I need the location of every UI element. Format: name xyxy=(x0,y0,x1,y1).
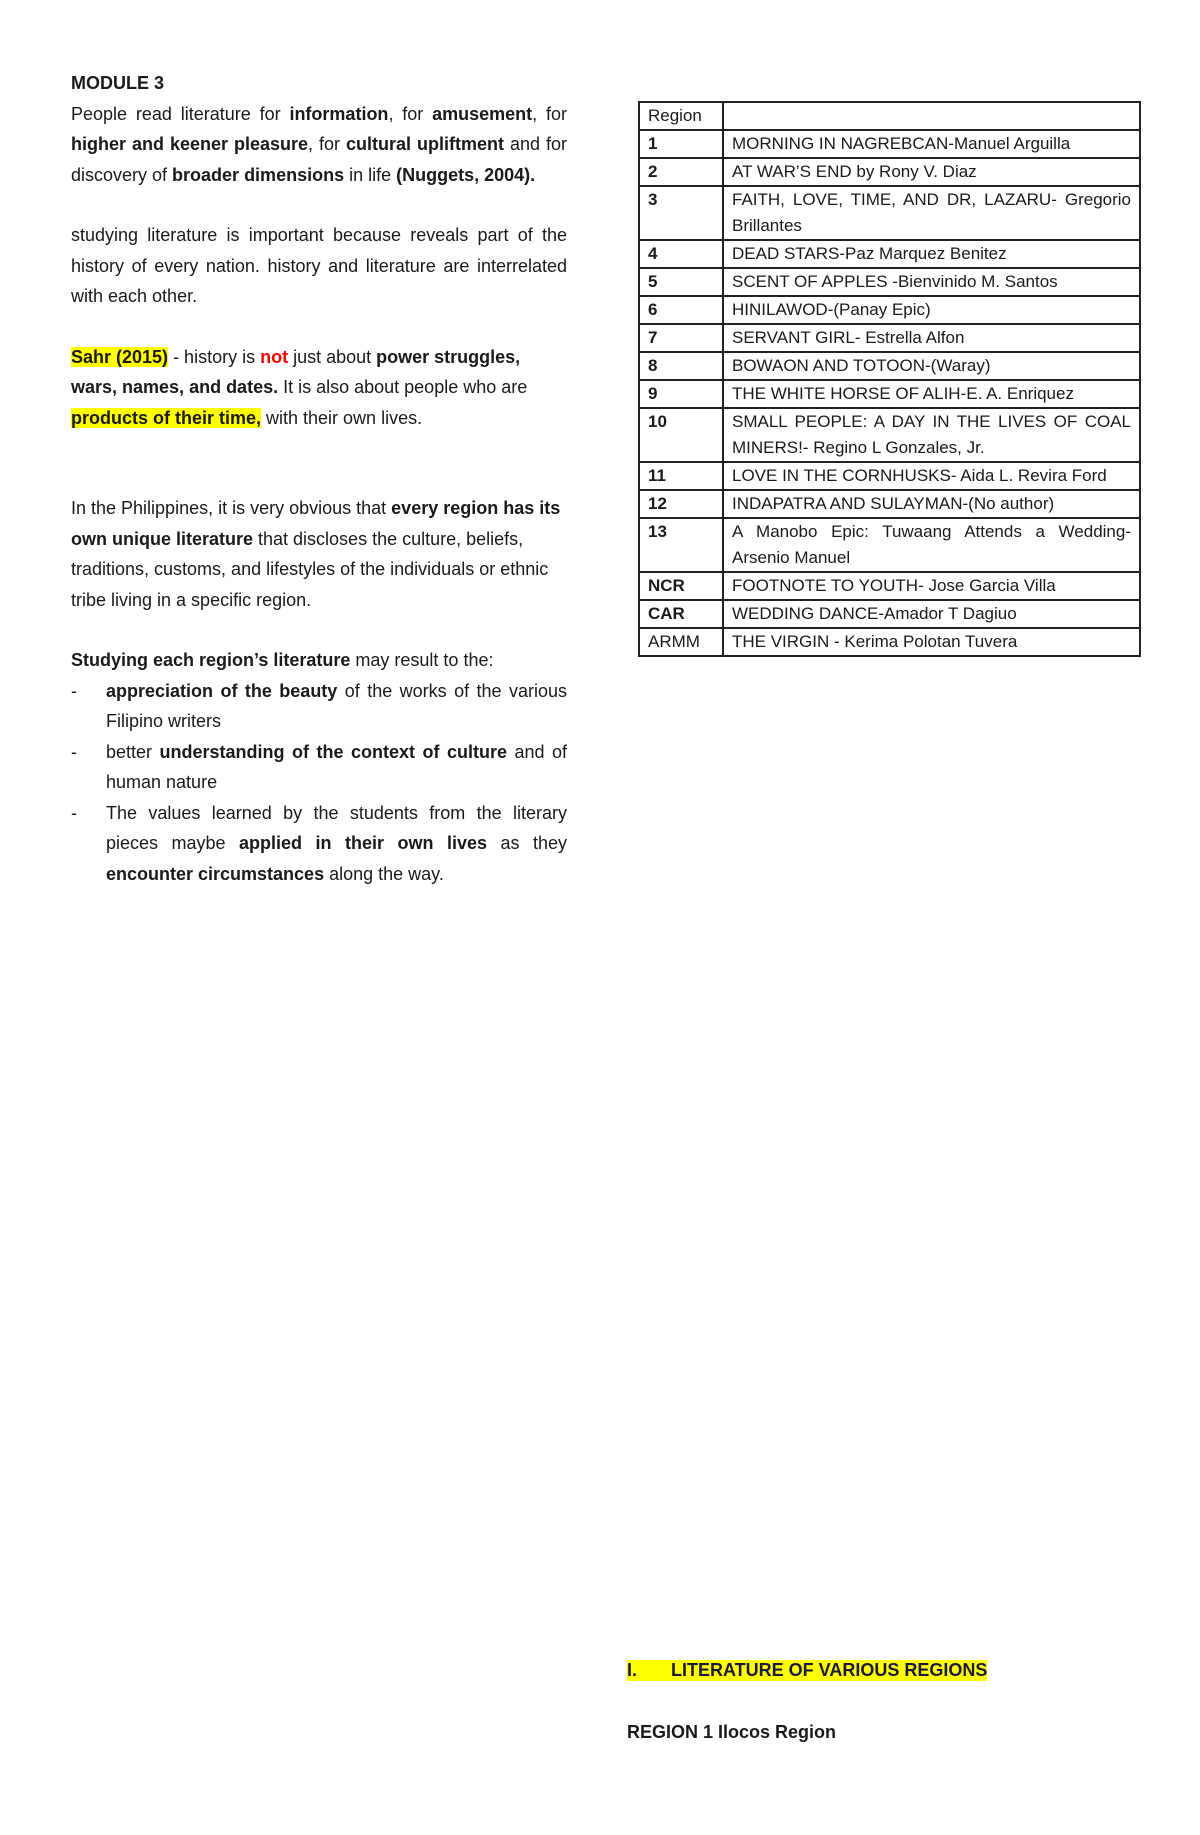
literature-cell: HINILAWOD-(Panay Epic) xyxy=(723,296,1140,324)
table-row xyxy=(639,408,1140,462)
benefits-list xyxy=(71,676,567,890)
benefit-text: as they xyxy=(487,833,567,853)
region-heading: REGION 1 Ilocos Region xyxy=(627,1722,837,1742)
philippines-paragraph xyxy=(71,493,567,615)
region-cell: NCR xyxy=(639,572,723,600)
intro-text: , for xyxy=(388,103,433,124)
header-title-cell xyxy=(723,102,1140,130)
intro-citation: (Nuggets, 2004). xyxy=(396,164,536,185)
table-row xyxy=(639,240,1140,268)
literature-cell: LOVE IN THE CORNHUSKS- Aida L. Revira Ford xyxy=(723,462,1140,490)
table-row xyxy=(639,324,1140,352)
sahr-text: with their own lives. xyxy=(261,407,423,428)
list-item xyxy=(71,676,567,737)
sahr-citation: Sahr (2015) xyxy=(71,346,169,367)
region-cell: 5 xyxy=(639,268,723,296)
table-row xyxy=(639,600,1140,628)
literature-cell: SCENT OF APPLES -Bienvinido M. Santos xyxy=(723,268,1140,296)
section-heading xyxy=(627,1660,987,1681)
literature-cell: BOWAON AND TOTOON-(Waray) xyxy=(723,352,1140,380)
region-cell: 10 xyxy=(639,408,723,462)
literature-cell: AT WAR’S END by Rony V. Diaz xyxy=(723,158,1140,186)
region-cell: 8 xyxy=(639,352,723,380)
benefit-bold: encounter circumstances xyxy=(106,863,325,884)
spacer xyxy=(71,615,567,645)
intro-bold: amusement xyxy=(432,103,533,124)
table-header-row xyxy=(639,102,1140,130)
intro-text: People read literature for xyxy=(71,103,290,124)
spacer xyxy=(71,312,567,342)
section-title: LITERATURE OF VARIOUS REGIONS xyxy=(671,1660,988,1680)
sahr-text: It is also about people who are xyxy=(278,377,528,397)
bottom-section xyxy=(627,1660,1167,1742)
table-row xyxy=(639,490,1140,518)
table-row xyxy=(639,572,1140,600)
intro-bold: higher and keener pleasure xyxy=(71,134,309,154)
literature-cell: SMALL PEOPLE: A DAY IN THE LIVES OF COAL MINERS!- Regino L Gonzales, Jr. xyxy=(723,408,1140,462)
sahr-paragraph xyxy=(71,342,567,434)
section-number: I. xyxy=(627,1660,638,1680)
products-highlight: products of their time, xyxy=(71,407,262,428)
region-cell: 4 xyxy=(639,240,723,268)
intro-text: and for discovery of xyxy=(71,134,568,185)
module-title: MODULE 3 xyxy=(71,73,165,93)
benefit-bold: applied in their own lives xyxy=(239,833,487,853)
studying-text: may result to the: xyxy=(350,650,494,670)
studying-bold: Studying each region’s literature xyxy=(71,650,351,670)
region-cell: 6 xyxy=(639,296,723,324)
intro-bold: cultural upliftment xyxy=(346,134,504,154)
table-row xyxy=(639,130,1140,158)
literature-cell: INDAPATRA AND SULAYMAN-(No author) xyxy=(723,490,1140,518)
intro-bold: broader dimensions xyxy=(172,164,345,185)
benefit-text: The values learned by the students from the literary pieces maybe xyxy=(106,802,567,853)
region-cell: CAR xyxy=(639,600,723,628)
literature-cell: THE WHITE HORSE OF ALIH-E. A. Enriquez xyxy=(723,380,1140,408)
region-cell: 13 xyxy=(639,518,723,572)
spacer xyxy=(71,433,567,493)
literature-cell: FAITH, LOVE, TIME, AND DR, LAZARU- Gregorio Brillantes xyxy=(723,186,1140,240)
sahr-text: just about xyxy=(288,346,377,367)
table-row xyxy=(639,352,1140,380)
region-cell: 7 xyxy=(639,324,723,352)
intro-text: , for xyxy=(532,103,567,124)
literature-cell: MORNING IN NAGREBCAN-Manuel Arguilla xyxy=(723,130,1140,158)
table-row xyxy=(639,296,1140,324)
dash-bullet: - xyxy=(71,741,77,762)
benefit-text: better xyxy=(106,741,160,762)
region-cell: ARMM xyxy=(639,628,723,656)
left-column xyxy=(71,68,567,889)
benefit-bold: appreciation of the beauty xyxy=(106,680,338,701)
benefit-text: of the works of the various Filipino writers xyxy=(106,680,567,731)
region-cell: 3 xyxy=(639,186,723,240)
literature-cell: DEAD STARS-Paz Marquez Benitez xyxy=(723,240,1140,268)
regions-table-container xyxy=(638,101,1141,657)
region-cell: 1 xyxy=(639,130,723,158)
not-emphasis: not xyxy=(260,346,289,367)
dash-bullet: - xyxy=(71,680,77,701)
region-cell: 9 xyxy=(639,380,723,408)
intro-paragraph xyxy=(71,99,567,191)
header-region-cell: Region xyxy=(639,102,723,130)
list-item xyxy=(71,737,567,798)
benefit-text: along the way. xyxy=(324,863,444,884)
importance-paragraph: studying literature is important because reveals part of the history of every nation. history and literature are interrelated with each other. xyxy=(71,225,567,306)
table-row xyxy=(639,158,1140,186)
intro-text: in life xyxy=(344,164,397,185)
philippines-text: that discloses the culture, beliefs, traditions, customs, and lifestyles of the individuals or ethnic tribe living in a specific region. xyxy=(71,528,549,610)
table-row xyxy=(639,268,1140,296)
region-cell: 12 xyxy=(639,490,723,518)
literature-cell: WEDDING DANCE-Amador T Dagiuo xyxy=(723,600,1140,628)
table-row xyxy=(639,518,1140,572)
region-cell: 11 xyxy=(639,462,723,490)
literature-cell: A Manobo Epic: Tuwaang Attends a Wedding- Arsenio Manuel xyxy=(723,518,1140,572)
intro-bold: information xyxy=(289,103,389,124)
sahr-bold: power struggles, wars, names, and dates. xyxy=(71,346,521,397)
table-row xyxy=(639,380,1140,408)
spacer xyxy=(71,190,567,220)
list-item xyxy=(71,798,567,890)
benefit-text: and of human nature xyxy=(106,741,568,792)
benefit-bold: understanding of the context of culture xyxy=(159,741,507,762)
table-row xyxy=(639,462,1140,490)
literature-cell: FOOTNOTE TO YOUTH- Jose Garcia Villa xyxy=(723,572,1140,600)
intro-text: , for xyxy=(308,134,347,154)
table-row xyxy=(639,628,1140,656)
region-cell: 2 xyxy=(639,158,723,186)
philippines-text: In the Philippines, it is very obvious that xyxy=(71,498,392,518)
literature-cell: THE VIRGIN - Kerima Polotan Tuvera xyxy=(723,628,1140,656)
sahr-text: - history is xyxy=(168,346,261,367)
regions-table xyxy=(638,101,1141,657)
studying-paragraph xyxy=(71,645,567,676)
dash-bullet: - xyxy=(71,802,77,823)
literature-cell: SERVANT GIRL- Estrella Alfon xyxy=(723,324,1140,352)
philippines-bold: every region has its own unique literature xyxy=(71,498,561,549)
table-row xyxy=(639,186,1140,240)
